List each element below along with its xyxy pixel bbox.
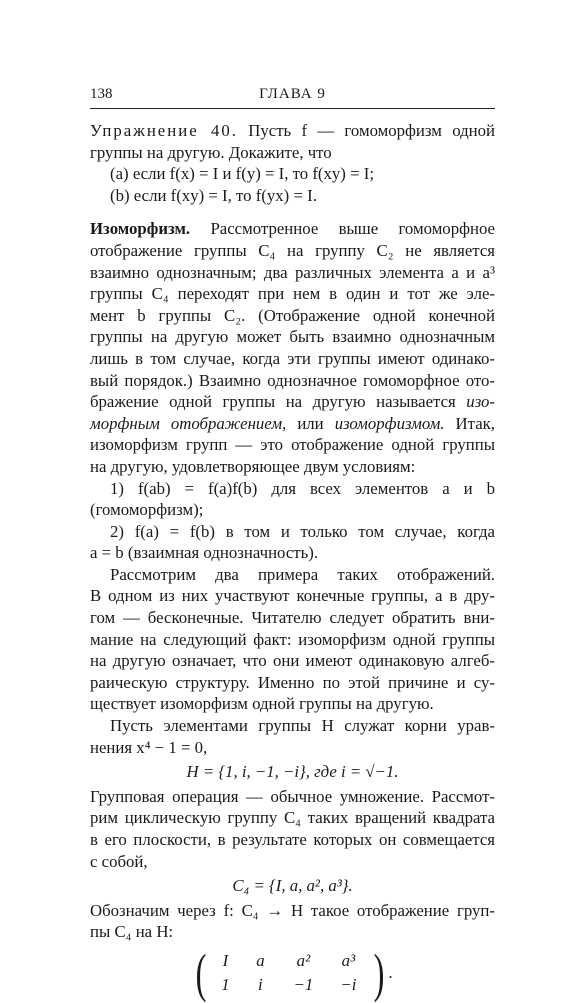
matrix-top-cell: a	[256, 951, 265, 971]
condition-1-line-1: 1) f(ab) = f(a)f(b) для всех элементов a и b	[110, 478, 495, 498]
page-body	[90, 120, 496, 1003]
page-header	[90, 84, 495, 108]
header-rule	[90, 108, 495, 109]
condition-1-line-2: (гомоморфизм);	[90, 500, 204, 520]
group-op-line-1: Групповая операция — обычное умножение. Рассмот-	[90, 786, 495, 806]
iso-line-5: мент b группы C₂. (Отображение одной конечной	[90, 305, 495, 325]
iso-line-3: взаимно однозначным; два различных элемента a и a³	[90, 262, 495, 282]
examples-line-3: гом — бесконечные. Читателю следует обратить вни-	[90, 608, 495, 628]
examples-line-1: Рассмотрим два примера таких отображений.	[110, 564, 495, 584]
matrix-end-period: .	[388, 963, 393, 983]
group-op-line-2: рим циклическую группу C₄ таких вращений квадрата	[90, 808, 495, 828]
matrix-bottom-cell: i	[258, 974, 263, 994]
examples-line-7: ществует изоморфизм одной группы на другую.	[90, 694, 434, 714]
group-h-formula: H = {1, i, −1, −i}, где i = √−1.	[186, 762, 399, 782]
iso-line-6: группы на другую может быть взаимно однозначным	[90, 327, 495, 347]
exercise-line-2: группы на другую. Докажите, что	[90, 142, 332, 162]
group-op-paragraph	[90, 786, 495, 897]
page-number: 138	[90, 86, 113, 102]
exercise-40	[90, 120, 495, 206]
exercise-item-a: (a) если f(x) = I и f(y) = I, то f(xy) = I;	[110, 164, 374, 184]
iso-line-2: отображение группы C₄ на группу C₂ не является	[90, 240, 495, 260]
matrix-top-cell: I	[222, 951, 229, 971]
matrix-bottom-cell: 1	[221, 974, 230, 994]
condition-2-line-2: a = b (взаимная однозначность).	[90, 543, 319, 563]
mapping-matrix	[90, 942, 495, 1003]
iso-line-10: морфным отображением, или изоморфизмом. Итак,	[90, 413, 496, 433]
c4-formula: C₄ = {I, a, a², a³}.	[232, 876, 353, 896]
mapping-paragraph	[90, 900, 495, 1003]
group-op-line-4: с собой,	[90, 851, 148, 871]
group-h-line-1: Пусть элементами группы H служат корни урав-	[110, 716, 495, 736]
examples-line-5: на другую означает, что они имеют одинаковую алгеб-	[90, 651, 495, 671]
exercise-label: Упражнение 40.	[90, 121, 238, 140]
matrix-top-cell: a²	[296, 951, 311, 971]
mapping-line-1: Обозначим через f: C₄ → H такое отображение груп-	[90, 900, 495, 920]
iso-line-11: изоморфизм групп — это отображение одной группы	[90, 435, 495, 455]
matrix-bottom-cell: −i	[340, 974, 357, 994]
exercise-line-1: Упражнение 40. Пусть f — гомоморфизм одной	[90, 121, 495, 140]
matrix-bottom-cell: −1	[293, 974, 314, 994]
examples-line-4: мание на следующий факт: изоморфизм одной группы	[90, 629, 495, 649]
group-h-line-2: нения x⁴ − 1 = 0,	[90, 737, 208, 757]
iso-term: Изоморфизм.	[90, 219, 191, 239]
iso-line-12: на другую, удовлетворяющее двум условиям:	[90, 456, 416, 476]
exercise-item-b: (b) если f(xy) = I, то f(yx) = I.	[110, 185, 317, 205]
chapter-title: ГЛАВА 9	[259, 86, 326, 102]
isomorphism-paragraph	[90, 218, 495, 564]
left-parenthesis: (	[196, 942, 207, 1003]
matrix-top-cell: a³	[341, 951, 356, 971]
right-parenthesis: )	[373, 942, 385, 1003]
examples-line-2: В одном из них участвуют конечные группы, а в дру-	[90, 586, 495, 606]
group-h-paragraph	[90, 715, 495, 783]
group-op-line-3: в его плоскости, в результате которых он совмещается	[90, 830, 495, 849]
mapping-line-2: пы C₄ на H:	[90, 922, 174, 942]
matrix-grid	[210, 950, 370, 995]
condition-2-line-1: 2) f(a) = f(b) в том и только том случае, когда	[110, 521, 495, 541]
iso-line-7: лишь в том случае, когда эти группы имеют одинако-	[90, 348, 495, 368]
iso-line-4: группы C₄ переходят при нем в один и тот же эле-	[90, 284, 495, 304]
examples-paragraph	[90, 564, 495, 715]
iso-line-1: Изоморфизм. Рассмотренное выше гомоморфное	[90, 219, 495, 239]
iso-line-8: вый порядок.) Взаимно однозначное гомоморфное ото-	[90, 370, 495, 390]
examples-line-6: раическую структуру. Именно по этой причине и су-	[90, 672, 495, 692]
iso-line-9: бражение одной группы на другую называется изо-	[90, 392, 495, 412]
